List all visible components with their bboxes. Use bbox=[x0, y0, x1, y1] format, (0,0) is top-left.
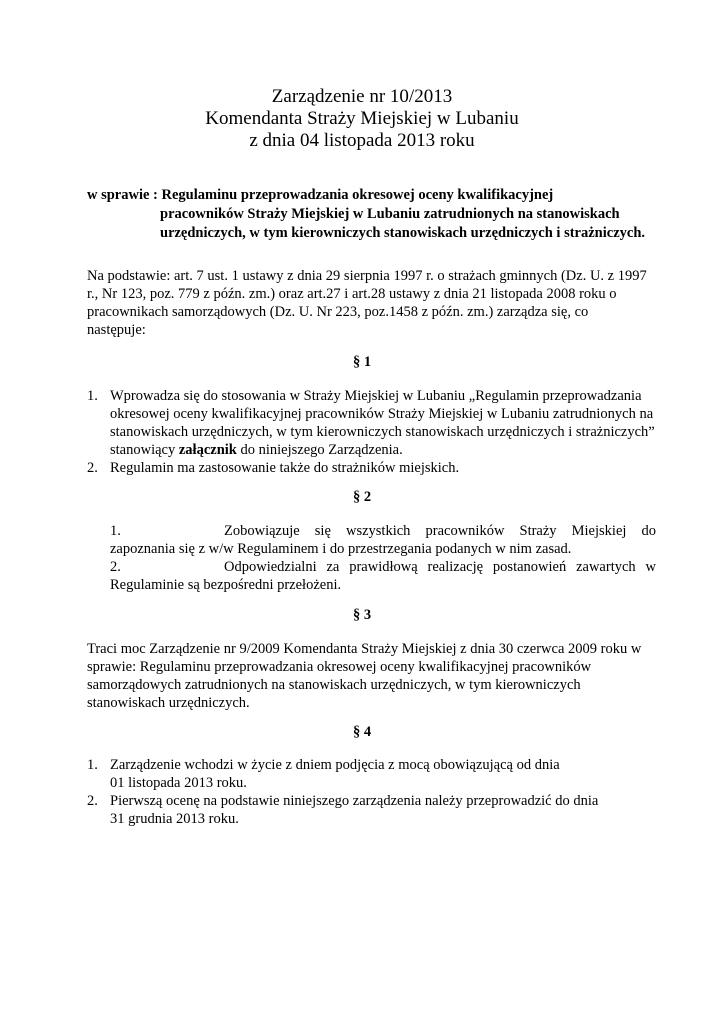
list-item-text: Pierwszą ocenę na podstawie niniejszego zarządzenia należy przeprowadzić do dnia 31 grudnia 2013 roku. bbox=[110, 793, 599, 827]
list-item-number: 2. bbox=[87, 460, 98, 476]
title-line-3: z dnia 04 listopada 2013 roku bbox=[249, 130, 475, 151]
section-3-paragraph: Traci moc Zarządzenie nr 9/2009 Komendanta Straży Miejskiej z dnia 30 czerwca 2009 roku w sprawie: Regulaminu przeprowadzania okresowej oceny kwalifikacyjnej pracowników samorządowych zatrudnionych na stanowiskach urzędniczych, w tym kierowniczych stanowiskach urzędniczych. bbox=[87, 641, 642, 711]
list-item bbox=[110, 522, 656, 540]
title-line-1: Zarządzenie nr 10/2013 bbox=[271, 86, 453, 107]
list-item-continuation: Regulaminie są bezpośredni przełożeni. bbox=[110, 577, 342, 593]
section-1-heading: § 1 bbox=[352, 354, 372, 370]
subject-line-3: urzędniczych, w tym kierowniczych stanowiskach urzędniczych i strażniczych. bbox=[160, 225, 646, 241]
section-2-list bbox=[110, 522, 656, 594]
list-item-continuation: zapoznania się z w/w Regulaminem i do przestrzegania podanych w nim zasad. bbox=[110, 541, 572, 557]
list-item bbox=[87, 387, 667, 459]
section-4-list bbox=[87, 756, 667, 828]
list-item-text: Zarządzenie wchodzi w życie z dniem podjęcia z mocą obowiązującą od dnia 01 listopada 2013 roku. bbox=[110, 757, 560, 791]
list-item-number: 2. bbox=[87, 793, 98, 809]
list-item-number: 1. bbox=[87, 757, 98, 773]
list-item-text: Wprowadza się do stosowania w Straży Miejskiej w Lubaniu „Regulamin przeprowadzania okresowej oceny kwalifikacyjnej pracowników Straży Miejskiej w Lubaniu zatrudnionych na stanowiskach urzędniczych, w tym kierowniczych stanowiskach urzędniczych i strażniczych” stanowiący załącznik do niniejszego Zarządzenia. bbox=[110, 388, 655, 458]
legal-basis-paragraph: Na podstawie: art. 7 ust. 1 ustawy z dnia 29 sierpnia 1997 r. o strażach gminnych (Dz. U. z 1997 r., Nr 123, poz. 779 z późn. zm.) oraz art.27 i art.28 ustawy z dnia 21 listopada 2008 roku o pracownikach samorządowych (Dz. U. Nr 223, poz.1458 z późn. zm.) zarządza się, co następuje: bbox=[87, 268, 647, 338]
list-item bbox=[87, 459, 667, 477]
list-item-text: Zobowiązuje się wszystkich pracowników Straży Miejskiej do bbox=[224, 523, 656, 539]
subject-block bbox=[87, 186, 687, 243]
list-item bbox=[87, 792, 667, 828]
section-1-list bbox=[87, 387, 667, 477]
list-item-number: 1. bbox=[87, 388, 98, 404]
list-item-number: 2. bbox=[110, 559, 121, 575]
list-item-text: Regulamin ma zastosowanie także do strażników miejskich. bbox=[110, 460, 460, 476]
section-4-heading: § 4 bbox=[352, 724, 372, 740]
list-item-number: 1. bbox=[110, 523, 121, 539]
list-item bbox=[110, 558, 656, 576]
title-line-2: Komendanta Straży Miejskiej w Lubaniu bbox=[205, 108, 519, 129]
list-item-text: Odpowiedzialni za prawidłową realizację postanowień zawartych w bbox=[224, 559, 656, 575]
list-item bbox=[87, 756, 667, 792]
attachment-bold-word: załącznik bbox=[178, 442, 237, 458]
subject-line-2: pracowników Straży Miejskiej w Lubaniu zatrudnionych na stanowiskach bbox=[160, 206, 620, 222]
section-2-heading: § 2 bbox=[352, 489, 372, 505]
document-header bbox=[0, 86, 724, 152]
subject-line-1: w sprawie : Regulaminu przeprowadzania okresowej oceny kwalifikacyjnej bbox=[87, 187, 554, 203]
section-3-heading: § 3 bbox=[352, 607, 372, 623]
